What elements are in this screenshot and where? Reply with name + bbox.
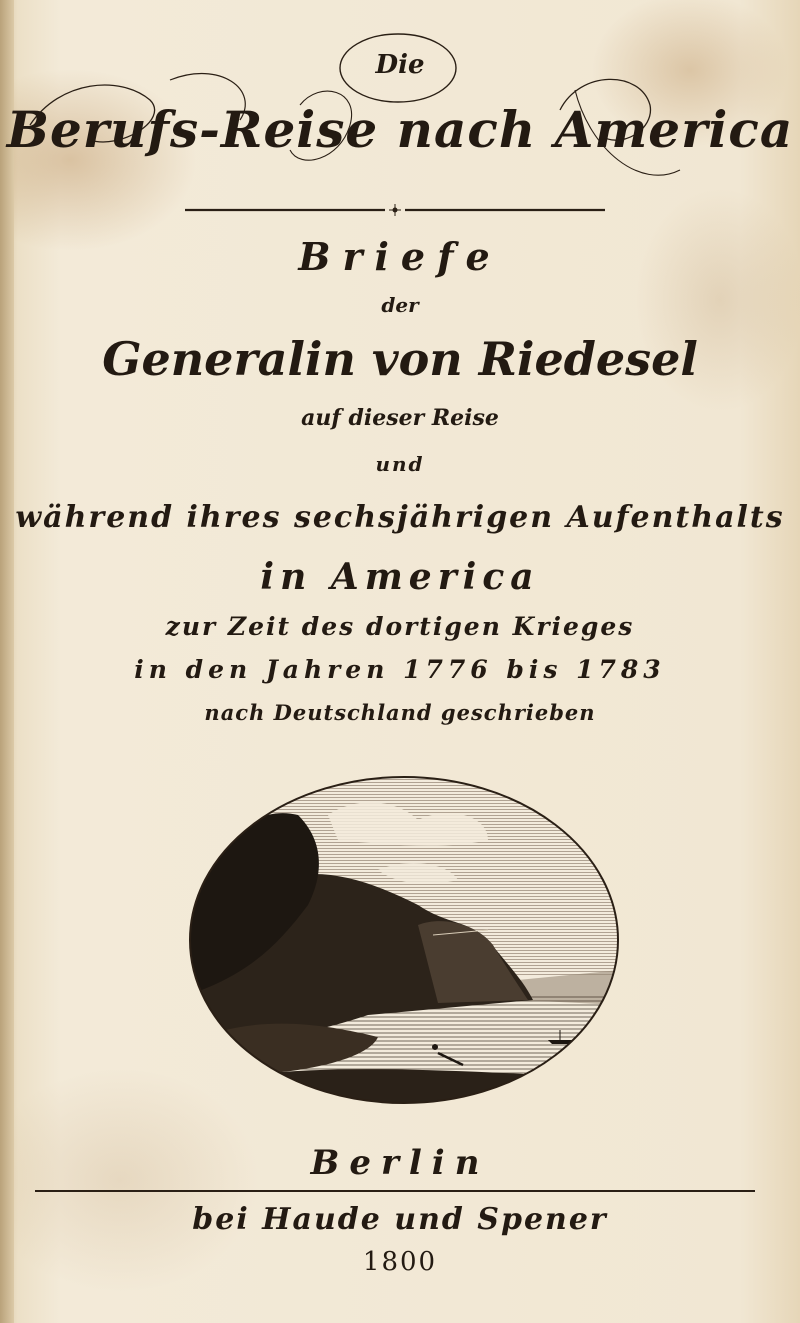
line-und: und xyxy=(375,452,425,476)
line-der: der xyxy=(381,293,419,317)
imprint-publisher: bei Haude und Spener xyxy=(192,1202,608,1237)
imprint-place: Berlin xyxy=(310,1143,490,1183)
subtitle-briefe: Briefe xyxy=(298,234,502,279)
landscape-vignette-engraving xyxy=(188,775,620,1105)
line-zur-zeit: zur Zeit des dortigen Krieges xyxy=(165,612,635,641)
line-auf-dieser-reise: auf dieser Reise xyxy=(301,405,499,431)
imprint-year: 1800 xyxy=(362,1247,438,1277)
main-title: Berufs-Reise nach America xyxy=(6,100,794,159)
line-jahren: in den Jahren 1776 bis 1783 xyxy=(134,655,666,684)
ornamental-rule xyxy=(185,204,605,216)
line-nach-deutschland: nach Deutschland geschrieben xyxy=(204,700,596,725)
supra-title: Die xyxy=(375,50,425,80)
line-in-america: in America xyxy=(260,556,540,598)
author-line: Generalin von Riedesel xyxy=(102,332,698,386)
line-waehrend: während ihres sechsjährigen Aufenthalts xyxy=(15,500,785,535)
imprint-rule xyxy=(35,1190,755,1192)
